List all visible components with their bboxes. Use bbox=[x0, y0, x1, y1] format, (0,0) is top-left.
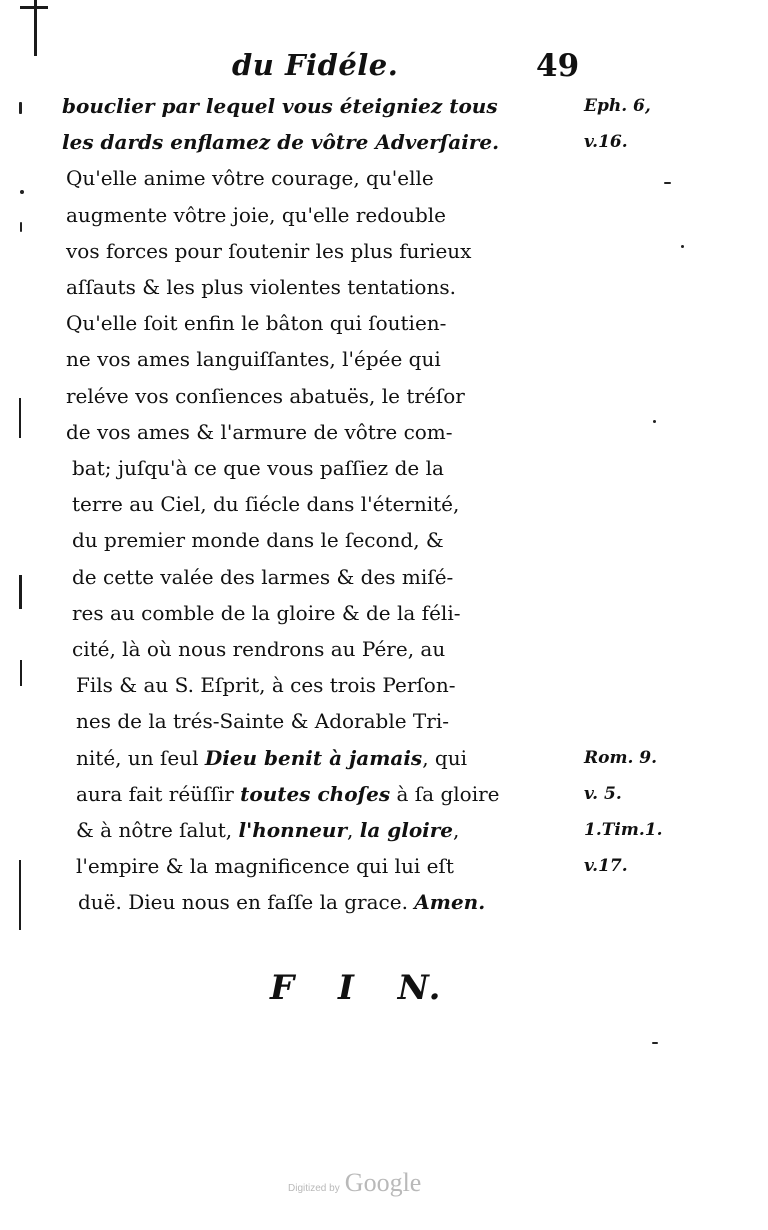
gutter-mark bbox=[20, 660, 22, 686]
ink-speck bbox=[664, 182, 671, 184]
ink-speck bbox=[19, 102, 22, 114]
roman-text: ne vos ames languiſſantes, l'épée qui bbox=[66, 347, 441, 372]
text-line bbox=[66, 305, 596, 341]
text-line bbox=[66, 341, 596, 377]
italic-text: les dards enflamez de vôtre Adverſaire. bbox=[62, 130, 500, 155]
italic-text: la gloire bbox=[359, 818, 454, 842]
text-line bbox=[76, 776, 606, 812]
text-line bbox=[76, 812, 606, 848]
roman-text: Fils & au S. Eſprit, à ces trois Perſon- bbox=[76, 673, 456, 698]
margin-reference: Rom. 9. bbox=[584, 747, 658, 768]
text-line bbox=[72, 450, 602, 486]
roman-text: aſſauts & les plus violentes tentations. bbox=[66, 275, 456, 299]
roman-text: terre au Ciel, du ſiécle dans l'éternité, bbox=[72, 492, 460, 517]
gutter-mark bbox=[19, 398, 21, 438]
watermark-prefix: Digitized by bbox=[288, 1183, 340, 1194]
text-line bbox=[66, 197, 596, 233]
italic-text: l'honneur bbox=[238, 818, 348, 842]
italic-text: Dieu benit à jamais bbox=[204, 745, 423, 770]
text-line bbox=[66, 160, 596, 196]
roman-text: bat; juſqu'à ce que vous paſſiez de la bbox=[72, 456, 444, 480]
roman-text: cité, là où nous rendrons au Pére, au bbox=[72, 637, 446, 661]
roman-text: , bbox=[347, 818, 360, 842]
fin-mark: F I N. bbox=[270, 968, 443, 1008]
italic-text: Amen. bbox=[414, 890, 486, 915]
margin-reference: Eph. 6, bbox=[584, 96, 651, 116]
text-line bbox=[66, 414, 596, 450]
italic-text: toutes choſes bbox=[240, 781, 391, 806]
roman-text: , bbox=[453, 818, 460, 842]
watermark-logo: Google bbox=[344, 1168, 422, 1197]
text-line bbox=[62, 88, 592, 124]
roman-text: nité, un ſeul bbox=[76, 745, 205, 770]
ink-speck bbox=[20, 190, 24, 194]
gutter-mark bbox=[19, 860, 21, 930]
text-line bbox=[76, 667, 606, 703]
roman-text: nes de la trés-Sainte & Adorable Tri- bbox=[76, 709, 449, 734]
roman-text: vos forces pour ſoutenir les plus furieux bbox=[66, 238, 472, 263]
text-line bbox=[72, 522, 602, 558]
roman-text: reléve vos conſiences abatuës, le tréſor bbox=[66, 383, 465, 408]
roman-text: Qu'elle ſoit enfin le bâton qui ſoutien- bbox=[66, 311, 447, 336]
text-line bbox=[66, 378, 596, 414]
running-title: du Fidéle. bbox=[232, 48, 399, 82]
margin-reference: v.16. bbox=[584, 132, 628, 153]
text-line bbox=[62, 124, 592, 160]
text-line bbox=[66, 233, 596, 269]
roman-text: aura fait réüſſir bbox=[76, 781, 241, 806]
roman-text: duë. Dieu nous en faſſe la grace. bbox=[78, 890, 415, 915]
text-line bbox=[78, 884, 608, 920]
ink-speck bbox=[681, 245, 684, 248]
ink-speck bbox=[20, 222, 22, 232]
margin-reference: 1.Tim.1. bbox=[584, 820, 663, 840]
text-line bbox=[76, 703, 606, 739]
text-line bbox=[76, 848, 606, 884]
roman-text: de vos ames & l'armure de vôtre com- bbox=[66, 419, 453, 444]
ink-speck bbox=[653, 420, 656, 423]
digitized-by-watermark bbox=[288, 1168, 421, 1198]
roman-text: de cette valée des larmes & des miſé- bbox=[72, 564, 454, 589]
text-line bbox=[72, 631, 602, 667]
text-line bbox=[72, 595, 602, 631]
text-line bbox=[76, 740, 606, 776]
roman-text: Qu'elle anime vôtre courage, qu'elle bbox=[66, 166, 434, 191]
text-line bbox=[72, 486, 602, 522]
roman-text: & à nôtre ſalut, bbox=[76, 818, 239, 842]
roman-text: , qui bbox=[422, 745, 467, 770]
italic-text: bouclier par lequel vous éteigniez tous bbox=[62, 94, 498, 118]
roman-text: à ſa gloire bbox=[390, 781, 500, 806]
roman-text: res au comble de la gloire & de la féli- bbox=[72, 600, 461, 625]
roman-text: l'empire & la magnificence qui lui eſt bbox=[76, 854, 454, 879]
margin-reference: v. 5. bbox=[584, 783, 622, 804]
roman-text: augmente vôtre joie, qu'elle redouble bbox=[66, 202, 446, 227]
roman-text: du premier monde dans le ſecond, & bbox=[72, 528, 444, 553]
margin-reference: v.17. bbox=[584, 856, 628, 877]
gutter-mark bbox=[19, 575, 22, 609]
text-line bbox=[72, 559, 602, 595]
ink-speck bbox=[652, 1042, 658, 1044]
text-line bbox=[66, 269, 596, 305]
page-number: 49 bbox=[536, 48, 580, 84]
left-edge-rule-top bbox=[20, 6, 48, 9]
